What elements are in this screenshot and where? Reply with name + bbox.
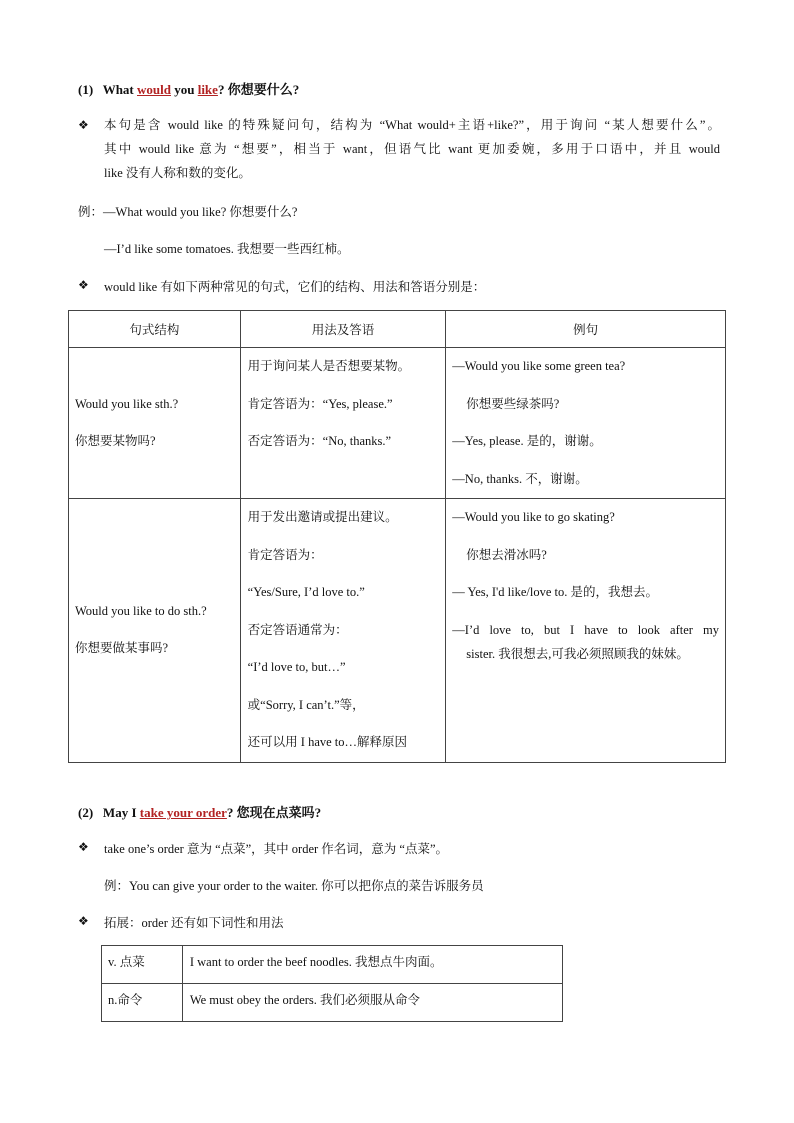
example-line: 你想要些绿茶吗?: [466, 396, 560, 411]
section-1-mid: you: [174, 82, 195, 97]
structure-cell: [69, 499, 241, 763]
section-1-heading: [78, 79, 299, 98]
bullet-icon: ❖: [78, 118, 89, 132]
usage-line: 否定答语为：“No, thanks.”: [247, 434, 392, 448]
section-1-keyword-would: would: [137, 82, 171, 97]
usage-example-cell: I want to order the beef noodles. 我想点牛肉面。: [182, 946, 562, 984]
table-header-row: [69, 311, 726, 348]
usage-line: 用于发出邀请或提出建议。: [247, 510, 398, 524]
example-1-question: [78, 202, 297, 220]
usage-line: 用于询问某人是否想要某物。: [247, 359, 411, 373]
structure-line: Would you like to do sth.?: [75, 603, 207, 618]
usage-line: 还可以用 I have to…解释原因: [247, 735, 408, 749]
paragraph-1-line: like 没有人称和数的变化。: [104, 166, 251, 180]
examples-cell: [446, 499, 726, 763]
structure-line: 你想要某物吗?: [75, 434, 156, 448]
table-header-examples: 例句: [446, 311, 726, 348]
paragraph-3: take one’s order 意为 “点菜”，其中 order 作名词，意为 “点菜”。: [104, 842, 449, 856]
example-line: —Yes, please. 是的，谢谢。: [452, 434, 602, 448]
example-line: — Yes, I'd like/love to. 是的，我想去。: [452, 585, 659, 599]
example-line: 你想去滑冰吗?: [466, 547, 547, 562]
would-like-patterns-table: [68, 310, 726, 763]
usage-line: 或“Sorry, I can’t.”等，: [247, 697, 365, 712]
usage-line: 肯定答语为：: [247, 547, 323, 562]
paragraph-2: would like 有如下两种常见的句式，它们的结构、用法和答语分别是：: [104, 280, 486, 294]
section-1-pre: What: [102, 82, 134, 97]
bullet-icon: ❖: [78, 278, 89, 292]
example-line: —Would you like some green tea?: [452, 359, 626, 373]
table-row: [69, 348, 726, 499]
structure-line: Would you like sth.?: [75, 396, 179, 411]
paragraph-1-line: 本句是含 would like 的特殊疑问句，结构为 “What would+主语+like?”，用于询问 “某人想要什么”。: [104, 118, 720, 132]
section-2-heading: [78, 802, 321, 821]
structure-line: 你想要做某事吗?: [75, 641, 169, 656]
table-row: [69, 499, 726, 763]
section-1-number: (1): [78, 82, 94, 97]
section-2-post: ? 您现在点菜吗?: [226, 805, 322, 820]
usage-cell: [240, 348, 446, 499]
usage-line: 否定答语通常为：: [247, 622, 348, 637]
table-header-usage: 用法及答语: [240, 311, 446, 348]
paragraph-1-line: 其中 would like 意为 “想要”，相当于 want，但语气比 want 更加委婉，多用于口语中，并且 would: [104, 142, 720, 156]
example-line: sister. 我很想去,可我必须照顾我的妹妹。: [466, 646, 689, 661]
usage-line: “I’d love to, but…”: [247, 660, 346, 674]
bullet-icon: ❖: [78, 840, 89, 854]
table-header-structure: 句式结构: [69, 311, 241, 348]
examples-cell: [446, 348, 726, 499]
section-2-number: (2): [78, 805, 94, 820]
example-line: —No, thanks. 不，谢谢。: [452, 471, 588, 486]
usage-line: “Yes/Sure, I’d love to.”: [247, 585, 365, 599]
usage-line: 肯定答语为：“Yes, please.”: [247, 396, 393, 411]
section-1-keyword-like: like: [197, 82, 218, 97]
example-line: —Would you like to go skating?: [452, 510, 615, 524]
order-usage-table: [101, 945, 563, 1022]
paragraph-4: 拓展：order 还有如下词性和用法: [104, 916, 284, 930]
bullet-icon: ❖: [78, 914, 89, 928]
section-2-pre: May I: [102, 805, 137, 820]
example-line: —I’d love to, but I have to look after my: [452, 622, 719, 637]
example-1-label: 例：: [78, 205, 104, 219]
pos-cell: n.命令: [102, 984, 183, 1022]
usage-cell: [240, 499, 446, 763]
structure-cell: [69, 348, 241, 499]
example-1-answer: —I’d like some tomatoes. 我想要一些西红柿。: [104, 242, 350, 256]
example-2: 例：You can give your order to the waiter. 你可以把你点的菜告诉服务员: [104, 879, 484, 893]
table-row: [102, 984, 563, 1022]
usage-example-cell: We must obey the orders. 我们必须服从命令: [182, 984, 562, 1022]
pos-cell: v. 点菜: [102, 946, 183, 984]
section-1-post: ? 你想要什么?: [217, 82, 300, 97]
section-2-keyword: take your order: [139, 805, 227, 820]
example-1-question-text: —What would you like? 你想要什么?: [103, 205, 298, 219]
table-row: [102, 946, 563, 984]
paragraph-1: [104, 113, 720, 185]
